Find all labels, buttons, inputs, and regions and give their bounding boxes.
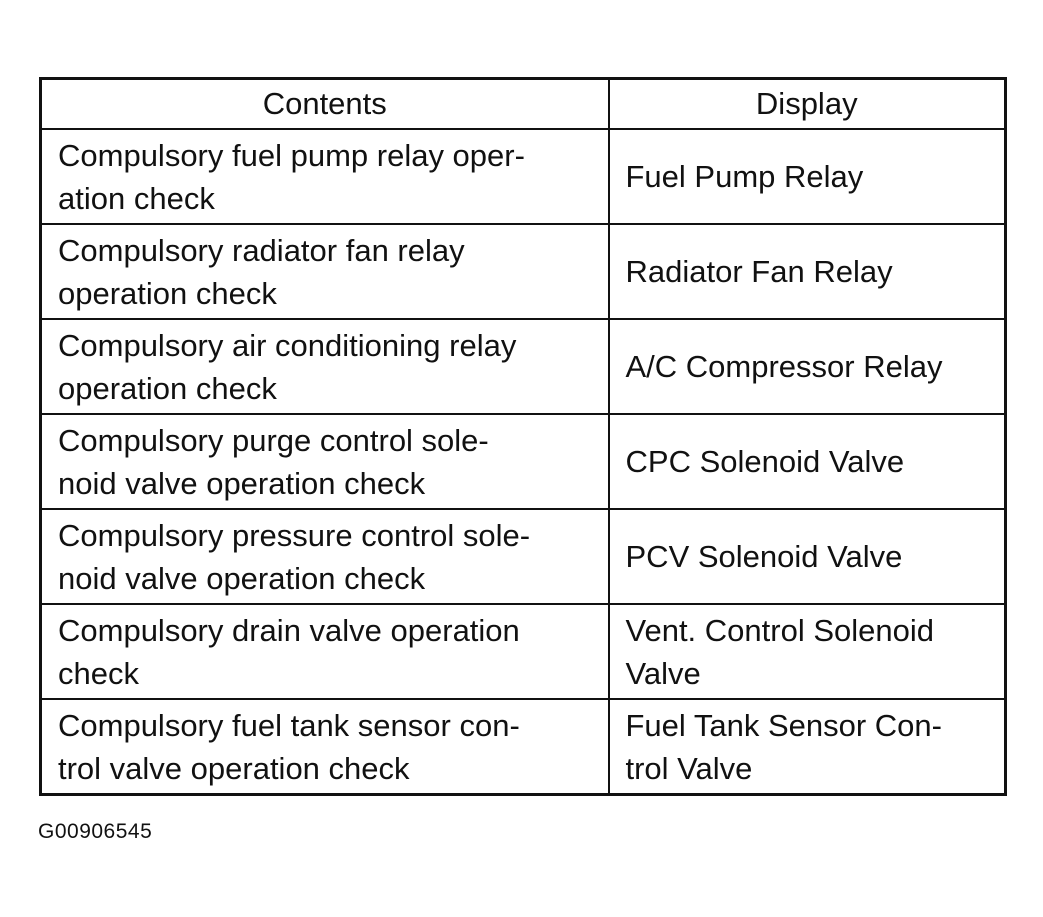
contents-text: Compulsory fuel tank sensor con- trol valve operation check bbox=[58, 707, 520, 786]
contents-text: Compulsory air conditioning relay operation check bbox=[58, 327, 517, 406]
table-row bbox=[41, 224, 1006, 319]
contents-cell bbox=[41, 129, 609, 224]
display-cell bbox=[609, 319, 1006, 414]
table-row bbox=[41, 509, 1006, 604]
contents-text: Compulsory fuel pump relay oper- ation check bbox=[58, 137, 525, 216]
display-cell bbox=[609, 509, 1006, 604]
table-row bbox=[41, 319, 1006, 414]
table-row bbox=[41, 604, 1006, 699]
contents-cell bbox=[41, 699, 609, 795]
figure-id-label: G00906545 bbox=[38, 820, 153, 843]
contents-text: Compulsory radiator fan relay operation check bbox=[58, 232, 465, 311]
display-text: Fuel Pump Relay bbox=[625, 159, 864, 194]
contents-cell bbox=[41, 604, 609, 699]
contents-cell bbox=[41, 509, 609, 604]
display-text: A/C Compressor Relay bbox=[625, 349, 943, 384]
table-row bbox=[41, 699, 1006, 795]
contents-text: Compulsory pressure control sole- noid valve operation check bbox=[58, 517, 531, 596]
contents-display-table bbox=[39, 77, 1007, 796]
display-text: CPC Solenoid Valve bbox=[625, 444, 905, 479]
display-cell bbox=[609, 604, 1006, 699]
contents-cell bbox=[41, 319, 609, 414]
contents-text: Compulsory drain valve operation check bbox=[58, 612, 520, 691]
contents-cell bbox=[41, 414, 609, 509]
display-text: Radiator Fan Relay bbox=[625, 254, 893, 289]
contents-text: Compulsory purge control sole- noid valve operation check bbox=[58, 422, 489, 501]
display-text: Vent. Control Solenoid Valve bbox=[625, 612, 934, 691]
display-cell bbox=[609, 414, 1006, 509]
display-text: PCV Solenoid Valve bbox=[625, 539, 903, 574]
display-cell bbox=[609, 224, 1006, 319]
column-header-display: Display bbox=[609, 79, 1006, 130]
table-row bbox=[41, 414, 1006, 509]
table-header-row bbox=[41, 79, 1006, 130]
display-cell bbox=[609, 699, 1006, 795]
contents-cell bbox=[41, 224, 609, 319]
display-cell bbox=[609, 129, 1006, 224]
display-text: Fuel Tank Sensor Con- trol Valve bbox=[625, 707, 942, 786]
column-header-contents: Contents bbox=[41, 79, 609, 130]
table-row bbox=[41, 129, 1006, 224]
